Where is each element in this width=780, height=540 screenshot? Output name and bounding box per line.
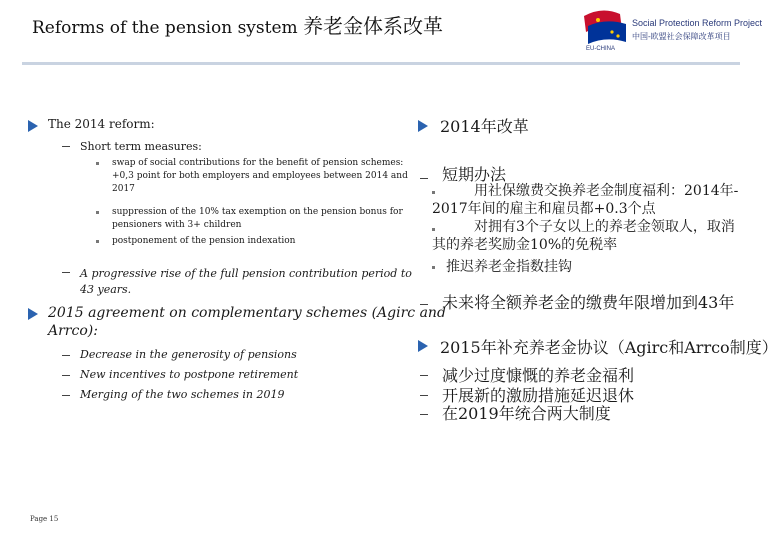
bullet-arrow-icon <box>418 120 428 132</box>
left-item-2-sub-2: New incentives to postpone retirement <box>80 368 299 381</box>
dash-icon <box>62 395 70 396</box>
right-item-2-sub-2: 开展新的激励措施延迟退休 <box>442 386 635 405</box>
bullet-arrow-icon <box>28 120 38 132</box>
left-item-2: 2015 agreement on complementary schemes (Agirc and Arrco): <box>48 305 446 339</box>
page-title <box>32 10 443 39</box>
dash-icon <box>62 272 70 273</box>
dot-bullet-icon <box>432 228 435 231</box>
right-sub-1: 短期办法 <box>442 165 507 184</box>
left-item-1: The 2014 reform: <box>48 117 155 131</box>
right-item-2: 2015年补充养老金协议（Agirc和Arrco制度） <box>440 338 778 357</box>
dash-icon <box>62 355 70 356</box>
dash-icon <box>62 146 70 147</box>
left-bullet-3: postponement of the pension indexation <box>112 236 296 246</box>
dash-icon <box>420 375 428 376</box>
bullet-arrow-icon <box>418 340 428 352</box>
right-item-1: 2014年改革 <box>440 117 529 136</box>
dot-bullet-icon <box>96 162 99 165</box>
left-sub-1: Short term measures: <box>80 140 202 153</box>
page-title-en: Reforms of the pension system <box>32 18 298 38</box>
dot-bullet-icon <box>96 211 99 214</box>
dot-bullet-icon <box>96 240 99 243</box>
left-item-2-sub-1: Decrease in the generosity of pensions <box>80 348 297 361</box>
right-item-2-sub-3: 在2019年统合两大制度 <box>442 404 611 423</box>
right-item-2-sub-1: 减少过度慷慨的养老金福利 <box>442 366 635 385</box>
dash-icon <box>420 178 428 179</box>
logo-title-en: Social Protection Reform Project <box>632 18 763 28</box>
eu-china-flag-icon <box>582 8 628 46</box>
logo-subtitle: EU-CHINA <box>586 46 616 52</box>
dash-icon <box>420 414 428 415</box>
logo-title-zh: 中国-欧盟社会保障改革项目 <box>632 32 731 41</box>
page-title-zh: 养老金体系改革 <box>303 14 444 38</box>
dot-bullet-icon <box>432 266 435 269</box>
page-number: Page 15 <box>30 515 59 523</box>
right-sub-1-details: 用社保缴费交换养老金制度福利：2014年- 2017年间的雇主和雇员都+0.3个点 对拥有3个子女以上的养老金领取人，取消 其的养老奖励金10%的免税率 推迟养老金指数挂钩 <box>432 183 739 275</box>
header-divider <box>22 62 740 65</box>
left-bullet-1: swap of social contributions for the benefit of pension schemes: +0,3 point for both employers and employees between 2014 and 2017 <box>112 158 408 194</box>
left-sub-2: A progressive rise of the full pension contribution period to 43 years. <box>80 267 412 296</box>
right-sub-2: 未来将全额养老金的缴费年限增加到43年 <box>442 293 735 312</box>
left-item-2-sub-3: Merging of the two schemes in 2019 <box>80 388 285 401</box>
dash-icon <box>420 395 428 396</box>
left-bullet-2: suppression of the 10% tax exemption on the pension bonus for pensioners with 3+ children <box>112 207 403 230</box>
dash-icon <box>420 304 428 305</box>
dash-icon <box>62 375 70 376</box>
bullet-arrow-icon <box>28 308 38 320</box>
project-logo <box>582 6 772 58</box>
